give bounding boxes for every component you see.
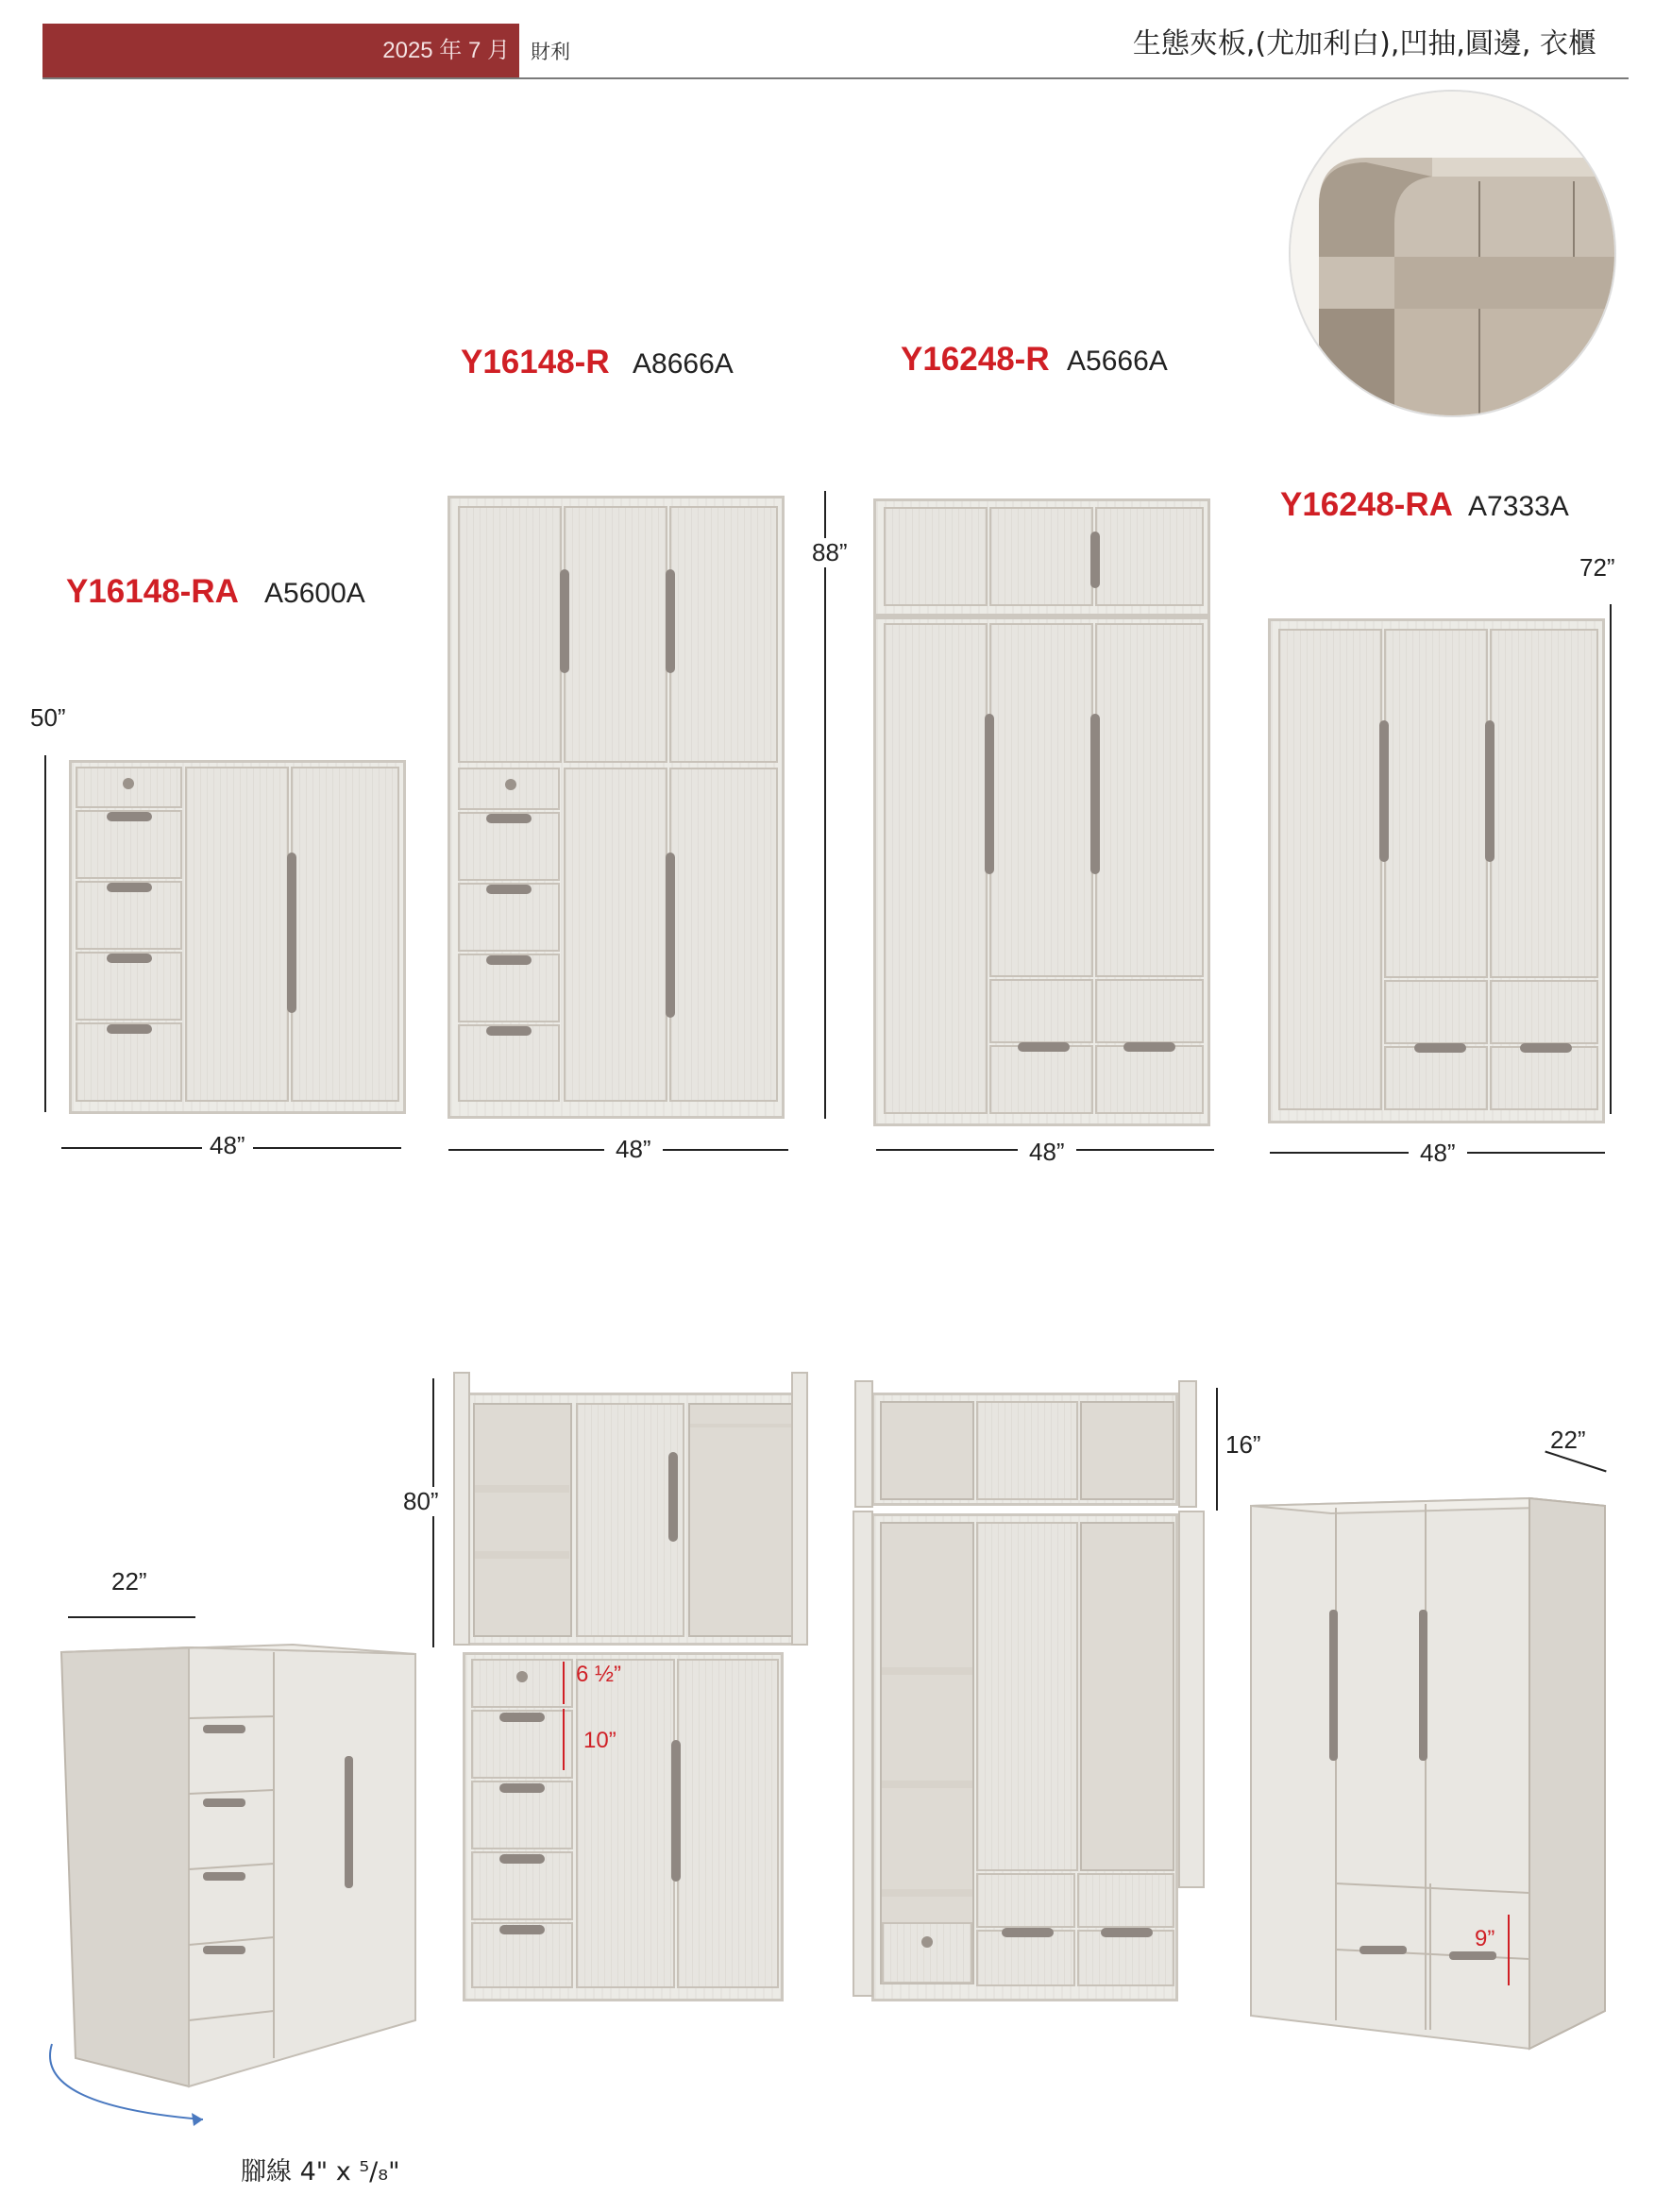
drawer-height-arrow	[563, 1662, 565, 1704]
drawer-handle	[1101, 1928, 1153, 1937]
height-arrow	[1216, 1388, 1218, 1511]
wardrobe-angled-view	[1246, 1487, 1614, 2053]
wardrobe-open-top	[871, 1393, 1178, 1506]
rounded-corner-detail-photo	[1289, 90, 1616, 417]
cabinet-open-view-base	[463, 1652, 784, 2001]
door-handle	[287, 853, 296, 1013]
door-handle	[666, 569, 675, 673]
cabinet-y16248-r	[873, 498, 1210, 616]
door-handle	[668, 1452, 678, 1542]
door-handle	[1485, 720, 1495, 862]
height-label-1: 50”	[30, 703, 66, 732]
drawer-handle	[1123, 1042, 1175, 1052]
cabinet-y16248-ra	[1268, 618, 1605, 1123]
small-drawer-label: 6 ½”	[576, 1662, 622, 1687]
drawer-handle	[499, 1854, 545, 1864]
drawer-handle	[499, 1713, 545, 1722]
product-code-4: Y16248-RA	[1280, 486, 1453, 523]
drawer-height-arrow	[1508, 1915, 1510, 1985]
header-divider	[42, 77, 1629, 79]
header-date: 2025 年 7 月	[382, 38, 510, 63]
cabinet-open-view	[463, 1393, 802, 1646]
lock-icon	[921, 1936, 933, 1948]
depth-label-left: 22”	[111, 1567, 147, 1596]
height-arrow	[824, 491, 826, 1119]
wardrobe-open-base	[871, 1513, 1178, 2001]
product-price-1: A5600A	[264, 578, 365, 609]
door-handle	[1090, 532, 1100, 588]
foot-trim-label: 腳線 4" x ⁵/₈"	[241, 2157, 400, 2187]
drawer-handle	[486, 1026, 532, 1036]
product-code-1: Y16148-RA	[66, 573, 239, 610]
product-price-2: A8666A	[633, 348, 734, 380]
drawer-handle	[499, 1783, 545, 1793]
door-handle	[985, 714, 994, 874]
drawer-handle	[107, 1024, 152, 1034]
product-price-3: A5666A	[1067, 346, 1168, 377]
drawer-height-arrow	[563, 1709, 565, 1770]
width-label-2: 48”	[604, 1135, 663, 1164]
height-arrow	[1610, 604, 1612, 1114]
drawer-handle	[107, 954, 152, 963]
product-code-2: Y16148-R	[461, 344, 610, 380]
depth-arrow	[68, 1616, 195, 1618]
header-title: 生態夾板,(尤加利白),凹抽,圓邊, 衣櫃	[1132, 27, 1596, 60]
chest-angled-view	[57, 1643, 425, 2096]
bottom-drawer-label: 9”	[1475, 1926, 1495, 1951]
drawer-handle	[107, 883, 152, 892]
product-code-3: Y16248-R	[901, 341, 1050, 378]
drawer-handle	[486, 814, 532, 823]
door-handle	[1090, 714, 1100, 874]
width-label-3: 48”	[1018, 1138, 1076, 1167]
lock-icon	[505, 779, 516, 790]
large-drawer-label: 10”	[583, 1728, 616, 1753]
width-label-1: 48”	[202, 1131, 253, 1160]
door-handle	[671, 1740, 681, 1882]
cabinet-y16148-r	[448, 496, 785, 1119]
header-brand: 財利	[531, 41, 570, 63]
lock-icon	[123, 778, 134, 789]
product-price-4: A7333A	[1468, 491, 1569, 522]
drawer-handle	[499, 1925, 545, 1934]
height-label-2: 88”	[812, 538, 848, 566]
cabinet-y16148-ra	[69, 760, 406, 1114]
depth-label-right: 22”	[1550, 1426, 1586, 1454]
top-unit-height-label: 16”	[1225, 1430, 1261, 1459]
door-handle	[666, 853, 675, 1018]
curved-arrow-icon	[33, 2039, 222, 2134]
height-arrow	[44, 755, 46, 1112]
door-handle	[560, 569, 569, 673]
lock-icon	[516, 1671, 528, 1682]
drawer-handle	[486, 955, 532, 965]
drawer-handle	[1520, 1043, 1572, 1053]
drawer-handle	[1018, 1042, 1070, 1052]
drawer-handle	[1414, 1043, 1466, 1053]
width-label-4: 48”	[1409, 1139, 1467, 1168]
drawer-handle	[107, 812, 152, 821]
height-label-open: 80”	[403, 1487, 439, 1515]
drawer-handle	[1002, 1928, 1054, 1937]
door-handle	[1379, 720, 1389, 862]
height-label-4: 72”	[1579, 553, 1615, 582]
cabinet-y16248-r-base	[873, 616, 1210, 1126]
drawer-handle	[486, 885, 532, 894]
